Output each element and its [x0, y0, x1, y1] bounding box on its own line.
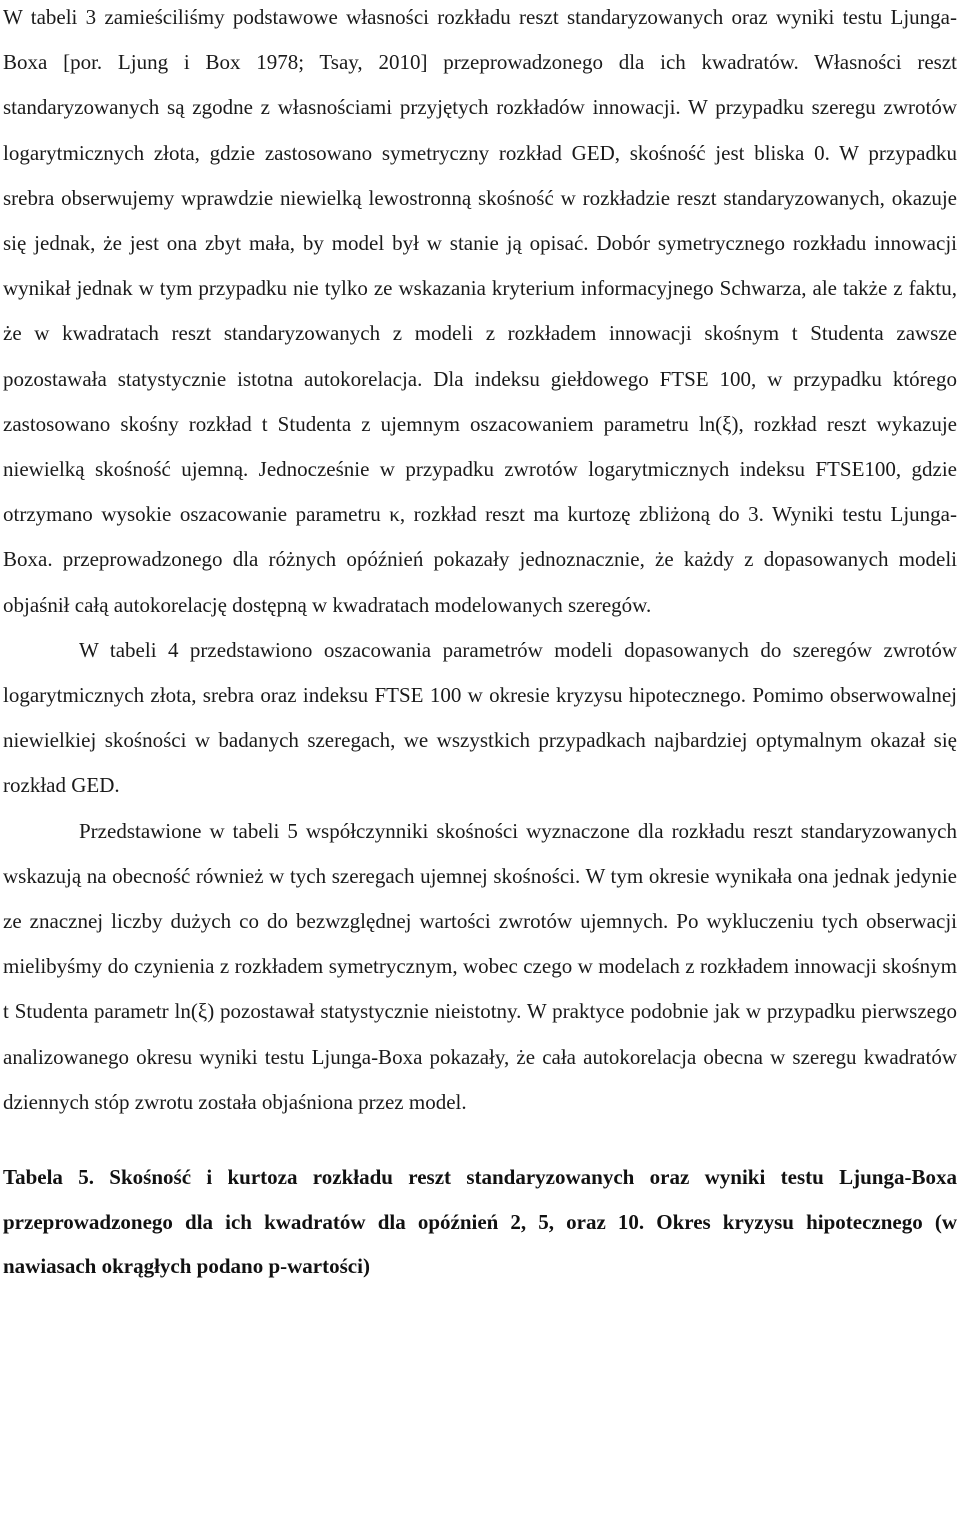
paragraph-residual-properties: W tabeli 3 zamieściliśmy podstawowe własności rozkładu reszt standaryzowanych oraz wyniki testu Ljunga-Boxa [por. Ljung i Box 1978; Tsay, 2010] przeprowadzonego dla ich kwadratów. Własności reszt standaryzowanych są zgodne z własnościami przyjętych rozkładów innowacji. W przypadku szeregu zwrotów logarytmicznych złota, gdzie zastosowano symetryczny rozkład GED, skośność jest bliska 0. W przypadku srebra obserwujemy wprawdzie niewielką lewostronną skośność w rozkładzie reszt standaryzowanych, okazuje się jednak, że jest ona zbyt mała, by model był w stanie ją opisać. Dobór symetrycznego rozkładu innowacji wynikał jednak w tym przypadku nie tylko ze wskazania kryterium informacyjnego Schwarza, ale także z faktu, że w kwadratach reszt standaryzowanych z modeli z rozkładem innowacji skośnym t Studenta zawsze pozostawała statystycznie istotna autokorelacja. Dla indeksu giełdowego FTSE 100, w przypadku którego zastosowano skośny rozkład t Studenta z ujemnym oszacowaniem parametru ln(ξ), rozkład reszt wykazuje niewielką skośność ujemną. Jednocześnie w przypadku zwrotów logarytmicznych indeksu FTSE100, gdzie otrzymano wysokie oszacowanie parametru κ, rozkład reszt ma kurtozę zbliżoną do 3. Wyniki testu Ljunga-Boxa. przeprowadzonego dla różnych opóźnień pokazały jednoznacznie, że każdy z dopasowanych modeli objaśnił całą autokorelację dostępną w kwadratach modelowanych szeregów.: [3, 5, 957, 617]
table-5-caption: Tabela 5. Skośność i kurtoza rozkładu reszt standaryzowanych oraz wyniki testu Ljunga-Boxa przeprowadzonego dla ich kwadratów dla opóźnień 2, 5, oraz 10. Okres kryzysu hipotecznego (w nawiasach okrągłych podano p-wartości): [3, 1165, 957, 1279]
document-page: [3, 0, 957, 1289]
paragraph-table-4-parameters: W tabeli 4 przedstawiono oszacowania parametrów modeli dopasowanych do szeregów zwrotów logarytmicznych złota, srebra oraz indeksu FTSE 100 w okresie kryzysu hipotecznego. Pomimo obserwowalnej niewielkiej skośności w badanych szeregach, we wszystkich przypadkach najbardziej optymalnym okazał się rozkład GED.: [3, 637, 957, 798]
paragraph-table-5-skewness: Przedstawione w tabeli 5 współczynniki skośności wyznaczone dla rozkładu reszt standaryzowanych wskazują na obecność również w tych szeregach ujemnej skośności. W tym okresie wynikała ona jednak jedynie ze znacznej liczby dużych co do bezwzględnej wartości zwrotów ujemnych. Po wykluczeniu tych obserwacji mielibyśmy do czynienia z rozkładem symetrycznym, wobec czego w modelach z rozkładem innowacji skośnym t Studenta parametr ln(ξ) pozostawał statystycznie nieistotny. W praktyce podobnie jak w przypadku pierwszego analizowanego okresu wyniki testu Ljunga-Boxa pokazały, że cała autokorelacja obecna w szeregu kwadratów dziennych stóp zwrotu została objaśniona przez model.: [3, 818, 957, 1114]
